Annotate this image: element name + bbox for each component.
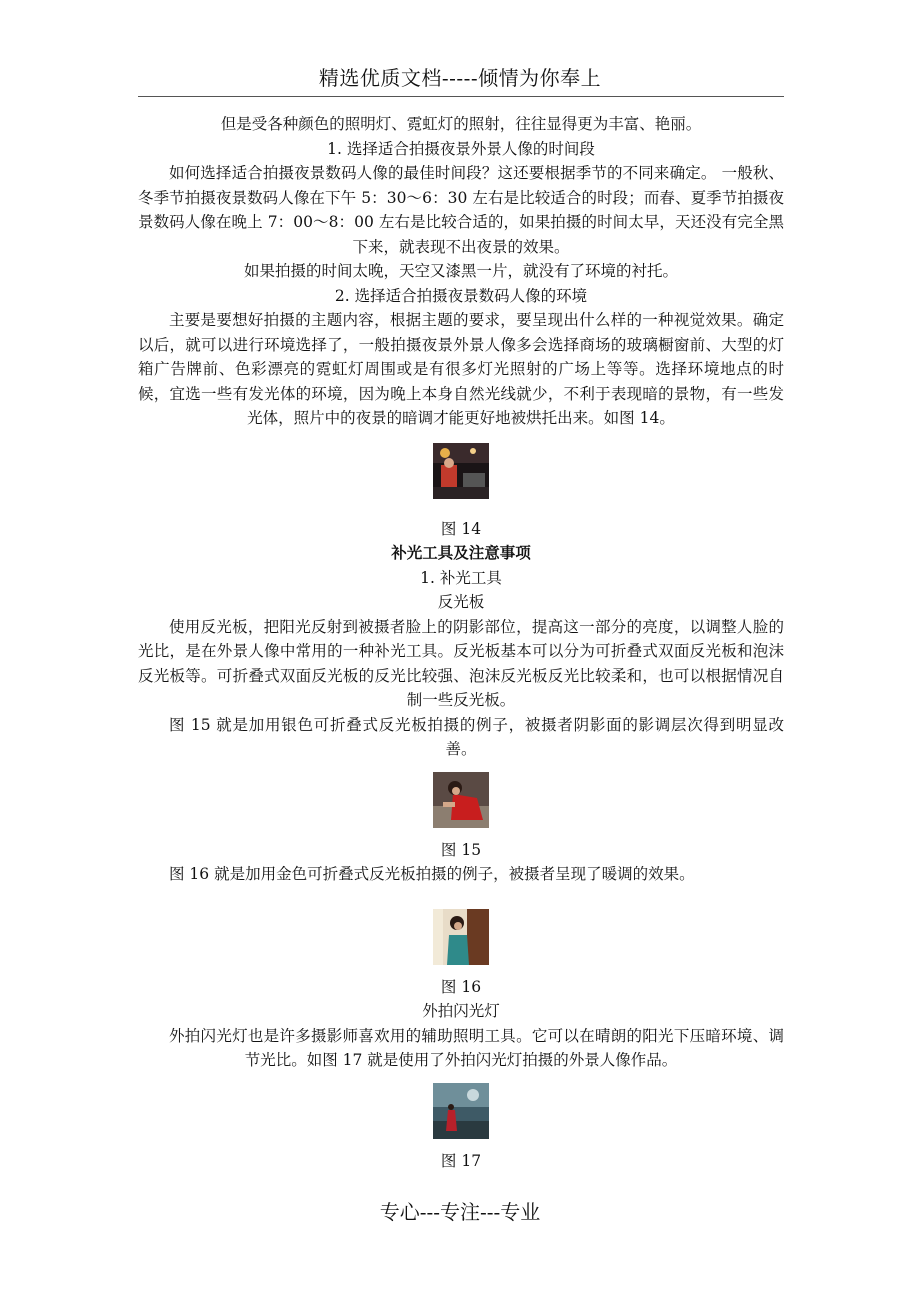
figure-14-caption: 图 14 [440,519,482,538]
header-divider [138,96,784,97]
figure-15-caption: 图 15 [440,840,482,859]
paragraph: 但是受各种颜色的照明灯、霓虹灯的照射，往往显得更为丰富、艳丽。 [220,115,702,133]
paragraph: 外拍闪光灯也是许多摄影师喜欢用的辅助照明工具。它可以在晴朗的阳光下压暗环境、调节光比。如图 17 就是使用了外拍闪光灯拍摄的外景人像作品。 [169,1026,784,1069]
figure-17-caption: 图 17 [440,1151,482,1170]
section-title: 补光工具及注意事项 [391,543,531,562]
paragraph: 如果拍摄的时间太晚，天空又漆黑一片，就没有了环境的衬托。 [243,262,678,280]
figure-16-caption: 图 16 [440,977,482,996]
page-header: 精选优质文档-----倾情为你奉上 [318,66,602,90]
subheading: 反光板 [437,593,485,611]
document-body [138,112,784,1173]
figure-16-image [433,909,489,965]
subheading: 2. 选择适合拍摄夜景数码人像的环境 [334,286,588,305]
subheading: 1. 补光工具 [420,568,502,587]
paragraph: 图 15 就是加用银色可折叠式反光板拍摄的例子，被摄者阴影面的影调层次得到明显改善。 [169,715,784,758]
paragraph: 主要是要想好拍摄的主题内容，根据主题的要求，要呈现出什么样的一种视觉效果。确定以后，就可以进行环境选择了，一般拍摄夜景外景人像多会选择商场的玻璃橱窗前、大型的灯箱广告牌前、色彩漂亮的霓虹灯周围或是有很多灯光照射的广场上等等。选择环境地点的时候，宜选一些有发光体的环境，因为晚上本身自然光线就少，不利于表现暗的景物，有一些发光体，照片中的夜景的暗调才能更好地被烘托出来。如图 14。 [138,311,784,427]
paragraph: 图 16 就是加用金色可折叠式反光板拍摄的例子，被摄者呈现了暖调的效果。 [169,865,695,883]
figure-14-image [433,443,489,499]
subheading: 1. 选择适合拍摄夜景外景人像的时间段 [327,139,595,158]
figure-15-image [433,772,489,828]
paragraph: 如何选择适合拍摄夜景数码人像的最佳时间段？这还要根据季节的不同来确定。 一般秋、冬季节拍摄夜景数码人像在下午 5：30～6：30 左右是比较适合的时段；而春、夏季节拍摄夜景数码人像在晚上 7：00～8：00 左右是比较合适的，如果拍摄的时间太早，天还没有完全黑下来，就表现不出夜景的效果。 [138,164,784,256]
page-footer: 专心---专注---专业 [379,1200,541,1224]
paragraph: 使用反光板，把阳光反射到被摄者脸上的阴影部位，提高这一部分的亮度，以调整人脸的光比，是在外景人像中常用的一种补光工具。反光板基本可以分为可折叠式双面反光板和泡沫反光板等。可折叠式双面反光板的反光比较强、泡沫反光板反光比较柔和，也可以根据情况自制一些反光板。 [138,617,784,709]
figure-17-image [433,1083,489,1139]
subheading: 外拍闪光灯 [422,1002,500,1020]
